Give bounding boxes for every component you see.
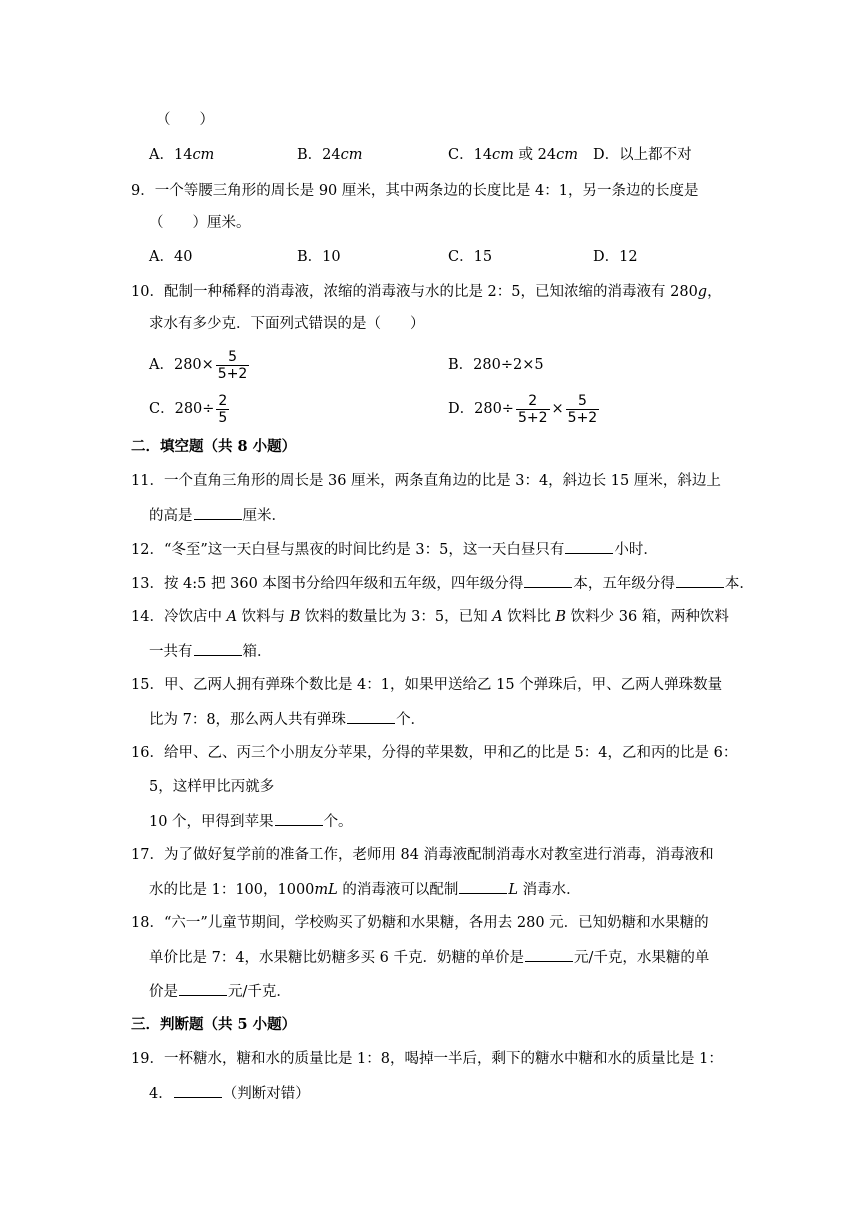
q9-option-c: C．15 — [448, 249, 493, 265]
q9-text-line2: （ ）厘米。 — [149, 215, 251, 231]
q10-text-line1: 10．配制一种稀释的消毒液，浓缩的消毒液与水的比是 2：5，已知浓缩的消毒液有 280g， — [131, 284, 722, 300]
q10-option-b: B．280÷2×5 — [448, 357, 544, 373]
q17-answer-blank[interactable] — [459, 879, 507, 894]
q10-option-d: D．280÷ $\frac{2}{5+2}$ × $\frac{5}{5+2}$ — [448, 392, 598, 426]
q13-text: 13．按 4:5 把 360 本图书分给四年级和五年级，四年级分得 本，五年级分得 本． — [131, 573, 754, 594]
q8-option-a: A．14cm — [149, 147, 215, 163]
q12-answer-blank[interactable] — [565, 539, 613, 554]
q10-option-a-fraction: $\frac{5}{5+2}$ — [217, 348, 248, 382]
q9-option-a: A．40 — [149, 249, 193, 265]
q18-text-line3: 价是 元/千克． — [149, 981, 291, 1002]
q16-text-line2: 5，这样甲比丙就多 — [149, 779, 275, 795]
q13-answer-blank-2[interactable] — [676, 573, 724, 588]
q9-option-d: D．12 — [593, 249, 638, 265]
q11-text-line1: 11．一个直角三角形的周长是 36 厘米，两条直角边的比是 3：4，斜边长 15 厘米，斜边上 — [131, 473, 721, 489]
q17-text-line2: 水的比是 1：100，1000mL 的消毒液可以配制 L 消毒水． — [149, 879, 581, 900]
q14-text-line1: 14．冷饮店中 A 饮料与 B 饮料的数量比为 3：5，已知 A 饮料比 B 饮料少 36 箱，两种饮料 — [131, 609, 729, 625]
q17-text-line1: 17．为了做好复学前的准备工作，老师用 84 消毒液配制消毒水对教室进行消毒，消毒液和 — [131, 847, 714, 863]
section-heading-fill-in: 二．填空题（共 8 小题） — [131, 438, 297, 455]
q13-answer-blank-1[interactable] — [524, 573, 572, 588]
q15-text-line1: 15．甲、乙两人拥有弹珠个数比是 4：1，如果甲送给乙 15 个弹珠后，甲、乙两人弹珠数量 — [131, 677, 723, 693]
q8-option-d: D．以上都不对 — [593, 147, 692, 163]
q18-text-line1: 18．“六一”儿童节期间，学校购买了奶糖和水果糖，各用去 280 元．已知奶糖和水果糖的 — [131, 915, 709, 931]
q19-text-line1: 19．一杯糖水，糖和水的质量比是 1：8，喝掉一半后，剩下的糖水中糖和水的质量比是 1： — [131, 1051, 723, 1067]
q15-text-line2: 比为 7：8，那么两人共有弹珠 个． — [149, 709, 425, 730]
section-heading-true-false: 三．判断题（共 5 小题） — [131, 1016, 297, 1033]
q16-text-line1: 16．给甲、乙、丙三个小朋友分苹果，分得的苹果数，甲和乙的比是 5：4，乙和丙的比是 6： — [131, 745, 738, 761]
q10-text-line2: 求水有多少克．下面列式错误的是（ ） — [149, 316, 425, 332]
q9-option-b: B．10 — [297, 249, 341, 265]
q8-option-c: C．14cm 或 24cm — [448, 147, 578, 163]
q14-text-line2: 一共有 箱． — [149, 641, 272, 662]
q8-option-b: B．24cm — [297, 147, 363, 163]
q16-answer-blank[interactable] — [275, 811, 323, 826]
q19-answer-blank[interactable] — [174, 1083, 222, 1098]
q12-text: 12．“冬至”这一天白昼与黑夜的时间比约是 3：5，这一天白昼只有 小时． — [131, 539, 658, 560]
q10-option-c-fraction: $\frac{2}{5}$ — [218, 392, 228, 426]
q15-answer-blank[interactable] — [347, 709, 395, 724]
q10-option-c: C．280÷ $\frac{2}{5}$ — [149, 392, 228, 426]
q11-text-line2: 的高是 厘米． — [149, 505, 286, 526]
q10-option-d-fraction-2: $\frac{5}{5+2}$ — [567, 392, 598, 426]
q11-answer-blank[interactable] — [194, 505, 242, 520]
q18-answer-blank-2[interactable] — [179, 981, 227, 996]
q18-text-line2: 单价比是 7：4，水果糖比奶糖多买 6 千克．奶糖的单价是 元/千克，水果糖的单 — [149, 947, 709, 968]
q16-text-line3: 10 个，甲得到苹果 个。 — [149, 811, 353, 832]
q8-paren: （ ） — [156, 112, 214, 128]
q9-text-line1: 9．一个等腰三角形的周长是 90 厘米，其中两条边的长度比是 4：1，另一条边的长度是 — [131, 183, 699, 199]
q19-text-line2: 4． （判断对错） — [149, 1083, 310, 1104]
q10-option-a: A．280× $\frac{5}{5+2}$ — [149, 348, 248, 382]
q14-answer-blank[interactable] — [194, 641, 242, 656]
q18-answer-blank-1[interactable] — [525, 947, 573, 962]
q10-option-d-fraction-1: $\frac{2}{5+2}$ — [517, 392, 548, 426]
